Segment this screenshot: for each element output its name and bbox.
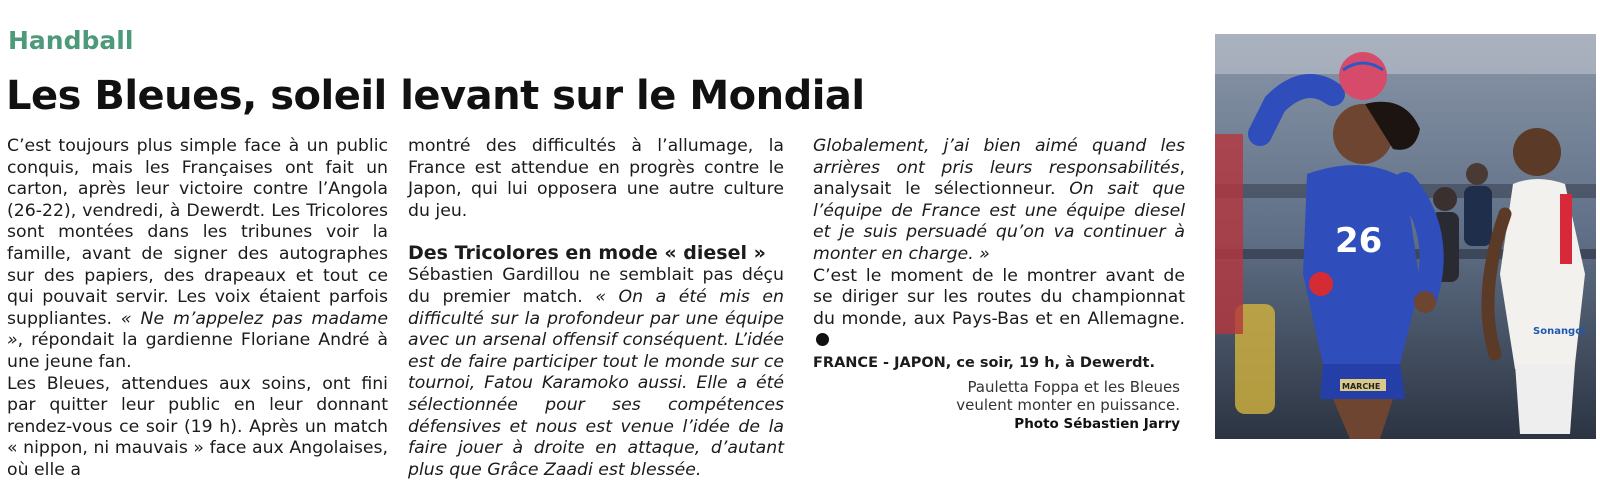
article-column-1 [7,136,388,482]
subheading: Des Tricolores en mode « diesel » [408,242,766,265]
section-label: Handball [8,26,134,55]
quote: Globalement, j’ai bien aimé quand les arrières ont pris leurs responsabilités [813,136,1185,178]
end-dot-icon [816,333,829,346]
quote: « On a été mis en difficulté sur la profondeur par une équipe avec un arsenal offensif conséquent. L’idée est de faire participer tout le monde sur ce tournoi, Fatou Karamoko aussi. Elle a été sélectionnée pour ses compétences défensives et nous est venue l’idée de la faire jouer à droite en attaque, d’autant plus que Grâce Zaadi est blessée. [408,286,785,480]
right-jersey-text: Sonangol [1533,326,1586,337]
match-info: FRANCE - JAPON, ce soir, 19 h, à Dewerdt. [813,354,1155,371]
article-column-3 [813,136,1185,375]
left-jersey-text: MARCHE [1342,382,1381,391]
quote: « Ne m’appelez pas madame » [7,308,388,351]
photo-credit: Photo Sébastien Jarry [1014,416,1180,432]
paragraph: Globalement, j’ai bien aimé quand les arrières ont pris leurs responsabilités, analysait le sélectionneur. On sait que l’équipe de France est une équipe diesel et je suis persuadé qu’on va continuer à monter en charge. » [813,136,1185,264]
paragraph: C’est le moment de le montrer avant de se diriger sur les routes du championnat du monde, aux Pays-Bas et en Allemagne. [813,266,1185,352]
paragraph: Sébastien Gardillou ne semblait pas déçu du premier match. « On a été mis en difficulté sur la profondeur par une équipe avec un arsenal offensif conséquent. L’idée est de faire participer tout le monde sur ce tournoi, Fatou Karamoko aussi. Elle a été sélectionnée pour ses compétences défensives et nous est venue l’idée de la faire jouer à droite en attaque, d’autant plus que Grâce Zaadi est blessée. [408,265,785,480]
paragraph: Les Bleues, attendues aux soins, ont fini par quitter leur public en leur donnant rendez-vous ce soir (19 h). Après un match « nippon, ni mauvais » face aux Angolaises, où elle a [7,373,388,480]
paragraph: montré des difficultés à l’allumage, la France est attendue en progrès contre le Japon, qui lui opposera une autre culture du jeu. [408,136,784,221]
photo-caption: Pauletta Foppa et les Bleues veulent monter en puissance. [956,378,1180,414]
article-column-2 [408,136,784,481]
paragraph: C’est toujours plus simple face à un public conquis, mais les Françaises ont fait un carton, après leur victoire contre l’Angola (26-22), vendredi, à Dewerdt. Les Tricolores sont montées dans les tribunes voir la famille, avant de signer des autographes sur des papiers, des drapeaux et tout ce qui pouvait servir. Les voix étaient parfois suppliantes. « Ne m’appelez pas madame », répondait la gardienne Floriane André à une jeune fan. [7,136,388,372]
article-photo [1215,34,1596,439]
headline: Les Bleues, soleil levant sur le Mondial [6,73,865,119]
quote: On sait que l’équipe de France est une équipe diesel et je suis persuadé qu’on va continuer à monter en charge. » [813,179,1185,264]
jersey-number: 26 [1335,221,1383,261]
